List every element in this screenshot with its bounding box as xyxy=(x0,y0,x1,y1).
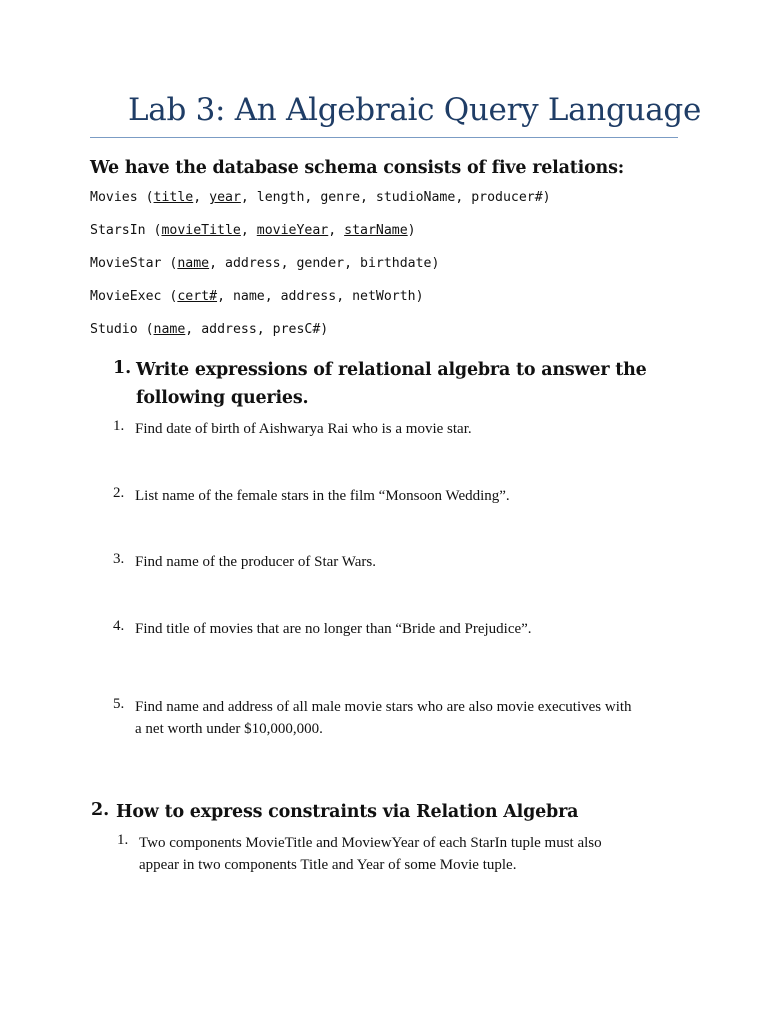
section-1-number: 1. xyxy=(113,358,132,378)
constraint-text xyxy=(139,832,602,876)
attribute: address xyxy=(201,322,257,337)
schema-relation-moviestar: MovieStar (name, address, gender, birthdate) xyxy=(90,256,440,271)
question-text xyxy=(135,551,376,573)
question-line: List name of the female stars in the film “Monsoon Wedding”. xyxy=(135,488,510,504)
constraint-line: Two components MovieTitle and MoviewYear of each StarIn tuple must also xyxy=(139,835,602,851)
attribute: producer# xyxy=(471,190,543,205)
constraint-number: 1. xyxy=(117,832,129,848)
attribute: address xyxy=(225,256,281,271)
key-attribute: movieYear xyxy=(256,223,329,238)
schema-relation-movies: Movies (title, year, length, genre, studioName, producer#) xyxy=(90,190,551,205)
key-attribute: year xyxy=(209,190,241,205)
page-title: Lab 3: An Algebraic Query Language xyxy=(128,92,701,128)
section-1-heading-line1: Write expressions of relational algebra to answer the xyxy=(136,360,647,380)
key-attribute: movieTitle xyxy=(161,223,241,238)
question-number: 4. xyxy=(113,618,125,634)
question-line: Find name of the producer of Star Wars. xyxy=(135,554,376,570)
relation-name: StarsIn xyxy=(90,223,146,238)
schema-heading: We have the database schema consists of five relations: xyxy=(90,158,624,178)
question-text xyxy=(135,418,472,440)
question-number: 3. xyxy=(113,551,125,567)
relation-name: MovieExec xyxy=(90,289,162,304)
key-attribute: cert# xyxy=(177,289,218,304)
constraint-line: appear in two components Title and Year of some Movie tuple. xyxy=(139,857,517,873)
key-attribute: name xyxy=(177,256,210,271)
schema-relation-studio: Studio (name, address, presC#) xyxy=(90,322,329,337)
key-attribute: starName xyxy=(344,223,408,238)
section-1-heading xyxy=(136,356,647,412)
attribute: netWorth xyxy=(352,289,416,304)
attribute: name xyxy=(232,289,265,304)
question-line: a net worth under $10,000,000. xyxy=(135,721,323,737)
key-attribute: title xyxy=(153,190,194,205)
relation-name: Movies xyxy=(90,190,138,205)
relation-name: MovieStar xyxy=(90,256,162,271)
attribute: length xyxy=(256,190,305,205)
question-text xyxy=(135,618,532,640)
attribute: address xyxy=(280,289,337,304)
schema-relation-movieexec: MovieExec (cert#, name, address, netWorth) xyxy=(90,289,424,304)
question-line: Find date of birth of Aishwarya Rai who is a movie star. xyxy=(135,421,472,437)
question-text xyxy=(135,485,510,507)
attribute: gender xyxy=(296,256,345,271)
question-text xyxy=(135,696,632,740)
schema-relation-starsin: StarsIn (movieTitle, movieYear, starName) xyxy=(90,223,416,238)
question-line: Find name and address of all male movie stars who are also movie executives with xyxy=(135,699,632,715)
relation-name: Studio xyxy=(90,322,138,337)
attribute: presC# xyxy=(272,322,321,337)
attribute: birthdate xyxy=(360,256,432,271)
question-number: 5. xyxy=(113,696,125,712)
attribute: studioName xyxy=(375,190,456,205)
question-number: 1. xyxy=(113,418,125,434)
question-line: Find title of movies that are no longer than “Bride and Prejudice”. xyxy=(135,621,532,637)
section-2-heading: How to express constraints via Relation Algebra xyxy=(116,802,579,822)
section-2-number: 2. xyxy=(91,800,110,820)
key-attribute: name xyxy=(153,322,186,337)
attribute: genre xyxy=(320,190,361,205)
title-underline xyxy=(90,137,678,138)
section-1-heading-line2: following queries. xyxy=(136,388,309,408)
question-number: 2. xyxy=(113,485,125,501)
